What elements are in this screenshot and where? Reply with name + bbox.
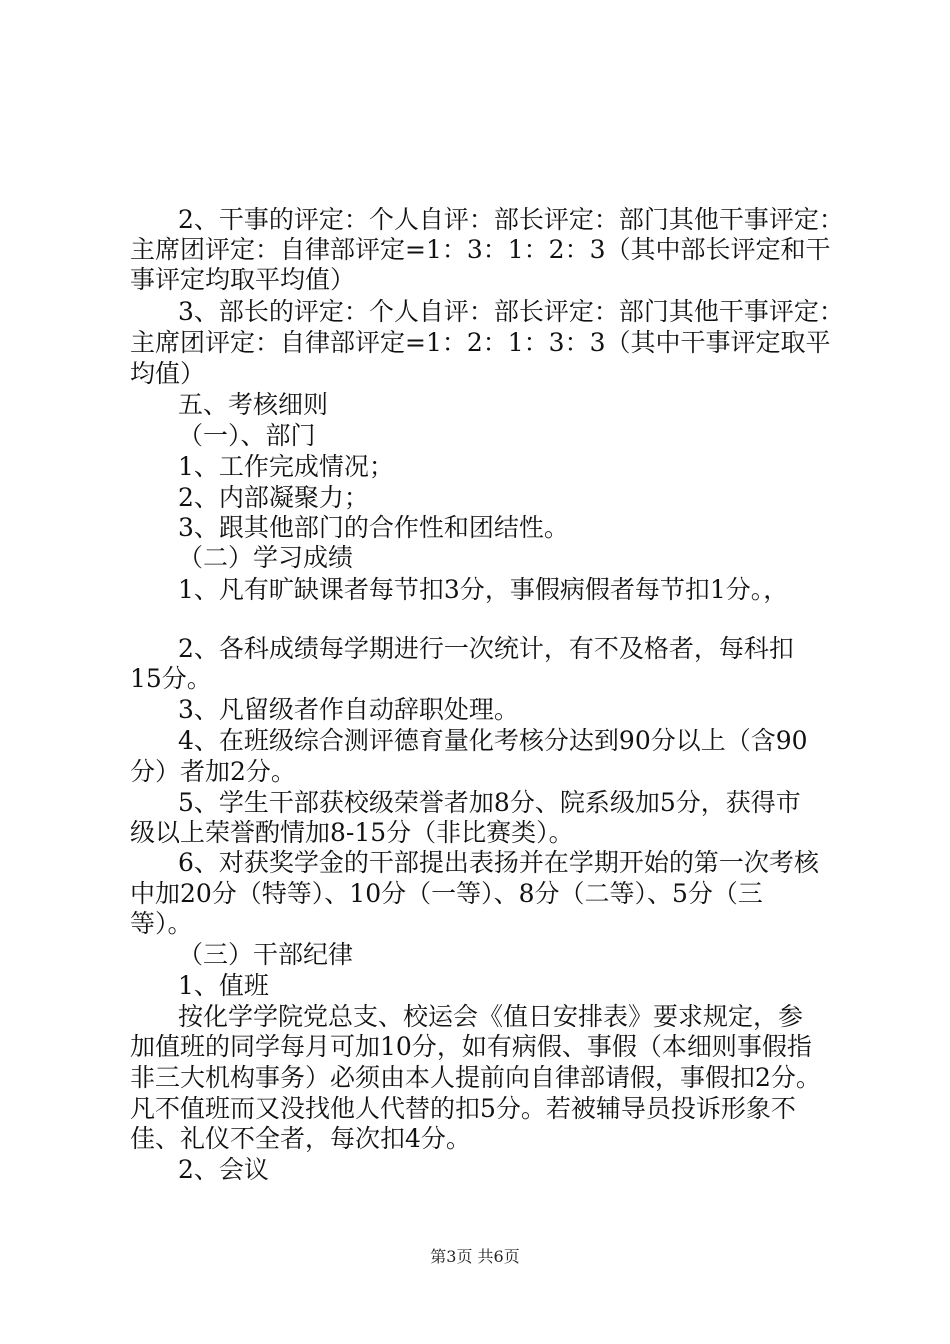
paragraph-line: 事评定均取平均值） bbox=[130, 265, 356, 294]
paragraph-line: 佳、礼仪不全者，每次扣4分。 bbox=[130, 1124, 471, 1153]
list-item: 1、值班 bbox=[178, 971, 269, 1000]
paragraph-line: 主席团评定：自律部评定=1：3：1：2：3（其中部长评定和干 bbox=[130, 235, 831, 264]
paragraph-line: 2、干事的评定：个人自评：部长评定：部门其他干事评定： bbox=[178, 205, 844, 234]
subsection-heading: （一）、部门 bbox=[178, 421, 316, 450]
paragraph-line: 分）者加2分。 bbox=[130, 757, 296, 786]
paragraph-line: 非三大机构事务）必须由本人提前向自律部请假，事假扣2分。 bbox=[130, 1063, 821, 1092]
page-footer: 第3页 共6页 bbox=[430, 1247, 520, 1266]
list-item: 2、各科成绩每学期进行一次统计，有不及格者，每科扣 bbox=[178, 634, 794, 663]
paragraph-line: 中加20分（特等）、10分（一等）、8分（二等）、5分（三 bbox=[130, 879, 763, 908]
list-item: 2、会议 bbox=[178, 1155, 269, 1184]
paragraph-line: 按化学学院党总支、校运会《值日安排表》要求规定，参 bbox=[178, 1002, 804, 1031]
section-heading: 五、考核细则 bbox=[178, 390, 329, 419]
subsection-heading: （三）干部纪律 bbox=[178, 940, 354, 969]
paragraph-line: 加值班的同学每月可加10分，如有病假、事假（本细则事假指 bbox=[130, 1032, 812, 1061]
list-item: 5、学生干部获校级荣誉者加8分、院系级加5分，获得市 bbox=[178, 788, 801, 817]
list-item: 4、在班级综合测评德育量化考核分达到90分以上（含90 bbox=[178, 726, 808, 755]
paragraph-line: 主席团评定：自律部评定=1：2：1：3：3（其中干事评定取平 bbox=[130, 328, 831, 357]
paragraph-line: 级以上荣誉酌情加8-15分（非比赛类）。 bbox=[130, 818, 574, 847]
list-item: 2、内部凝聚力； bbox=[178, 483, 369, 512]
subsection-heading: （二）学习成绩 bbox=[178, 543, 354, 572]
list-item: 3、凡留级者作自动辞职处理。 bbox=[178, 695, 519, 724]
paragraph-line: 均值） bbox=[130, 359, 206, 388]
list-item: 1、凡有旷缺课者每节扣3分，事假病假者每节扣1分。， bbox=[178, 575, 789, 604]
paragraph-line: 等）。 bbox=[130, 909, 193, 938]
list-item: 3、跟其他部门的合作性和团结性。 bbox=[178, 513, 569, 542]
paragraph-line: 凡不值班而又没找他人代替的扣5分。若被辅导员投诉形象不 bbox=[130, 1094, 796, 1123]
paragraph-line: 3、部长的评定：个人自评：部长评定：部门其他干事评定： bbox=[178, 297, 844, 326]
list-item: 1、工作完成情况； bbox=[178, 452, 394, 481]
list-item: 6、对获奖学金的干部提出表扬并在学期开始的第一次考核 bbox=[178, 848, 819, 877]
paragraph-line: 15分。 bbox=[130, 664, 212, 693]
